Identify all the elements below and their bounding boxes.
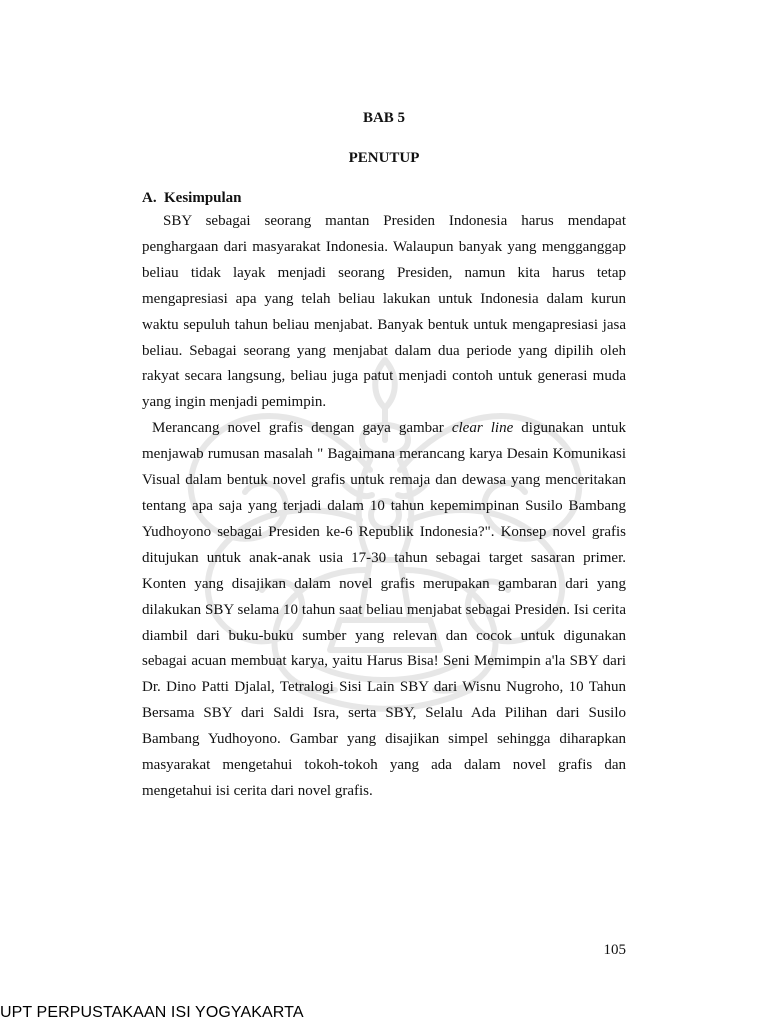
paragraph-2-text-start: Merancang novel grafis dengan gaya gambar (152, 420, 452, 437)
chapter-content (142, 108, 626, 805)
library-footer-label: UPT PERPUSTAKAAN ISI YOGYAKARTA (0, 1004, 304, 1021)
paragraph-1: SBY sebagai seorang mantan Presiden Indonesia harus mendapat penghargaan dari masyarakat Indonesia. Walaupun banyak yang mengganggap beliau tidak layak menjadi seorang Presiden, namun kita harus tetap mengapresiasi apa yang telah beliau lakukan untuk Indonesia dalam kurun waktu sepuluh tahun beliau menjabat. Banyak bentuk untuk mengapresiasi jasa beliau. Sebagai seorang yang menjabat dalam dua periode yang dipilih oleh rakyat secara langsung, beliau juga patut menjadi contoh untuk generasi muda yang ingin menjadi pemimpin. (142, 213, 626, 411)
paragraph-2-italic-term: clear line (451, 420, 514, 437)
section-title: Kesimpulan (164, 190, 242, 206)
page-number: 105 (603, 942, 626, 958)
paragraph-2-text-rest: digunakan untuk menjawab rumusan masalah " Bagaimana merancang karya Desain Komunikasi Visual dalam bentuk novel grafis untuk remaja dan dewasa yang menceritakan tentang apa saja yang terjadi dalam 10 tahun kepemimpinan Susilo Bambang Yudhoyono sebagai Presiden ke-6 Republik Indonesia?". Konsep novel grafis ditujukan untuk anak-anak usia 17-30 tahun sebagai target sasaran primer. Konten yang disajikan dalam novel grafis merupakan gambaran dari yang dilakukan SBY selama 10 tahun saat beliau menjabat sebagai Presiden. Isi cerita diambil dari buku-buku sumber yang relevan dan cocok untuk digunakan sebagai acuan membuat karya, yaitu Harus Bisa! Seni Memimpin a'la SBY dari Dr. Dino Patti Djalal, Tetralogi Sisi Lain SBY dari Wisnu Nugroho, 10 Tahun Bersama SBY dari Saldi Isra, serta SBY, Selalu Ada Pilihan dari Susilo Bambang Yudhoyono. Gambar yang disajikan simpel sehingga diharapkan masyarakat mengetahui tokoh-tokoh yang ada dalam novel grafis dan mengetahui isi cerita dari novel grafis. (142, 420, 626, 799)
chapter-number: BAB 5 (362, 110, 406, 126)
section-heading (142, 188, 626, 208)
chapter-title: PENUTUP (348, 150, 420, 166)
paragraph-2 (142, 416, 626, 805)
section-marker: A. (142, 190, 157, 206)
